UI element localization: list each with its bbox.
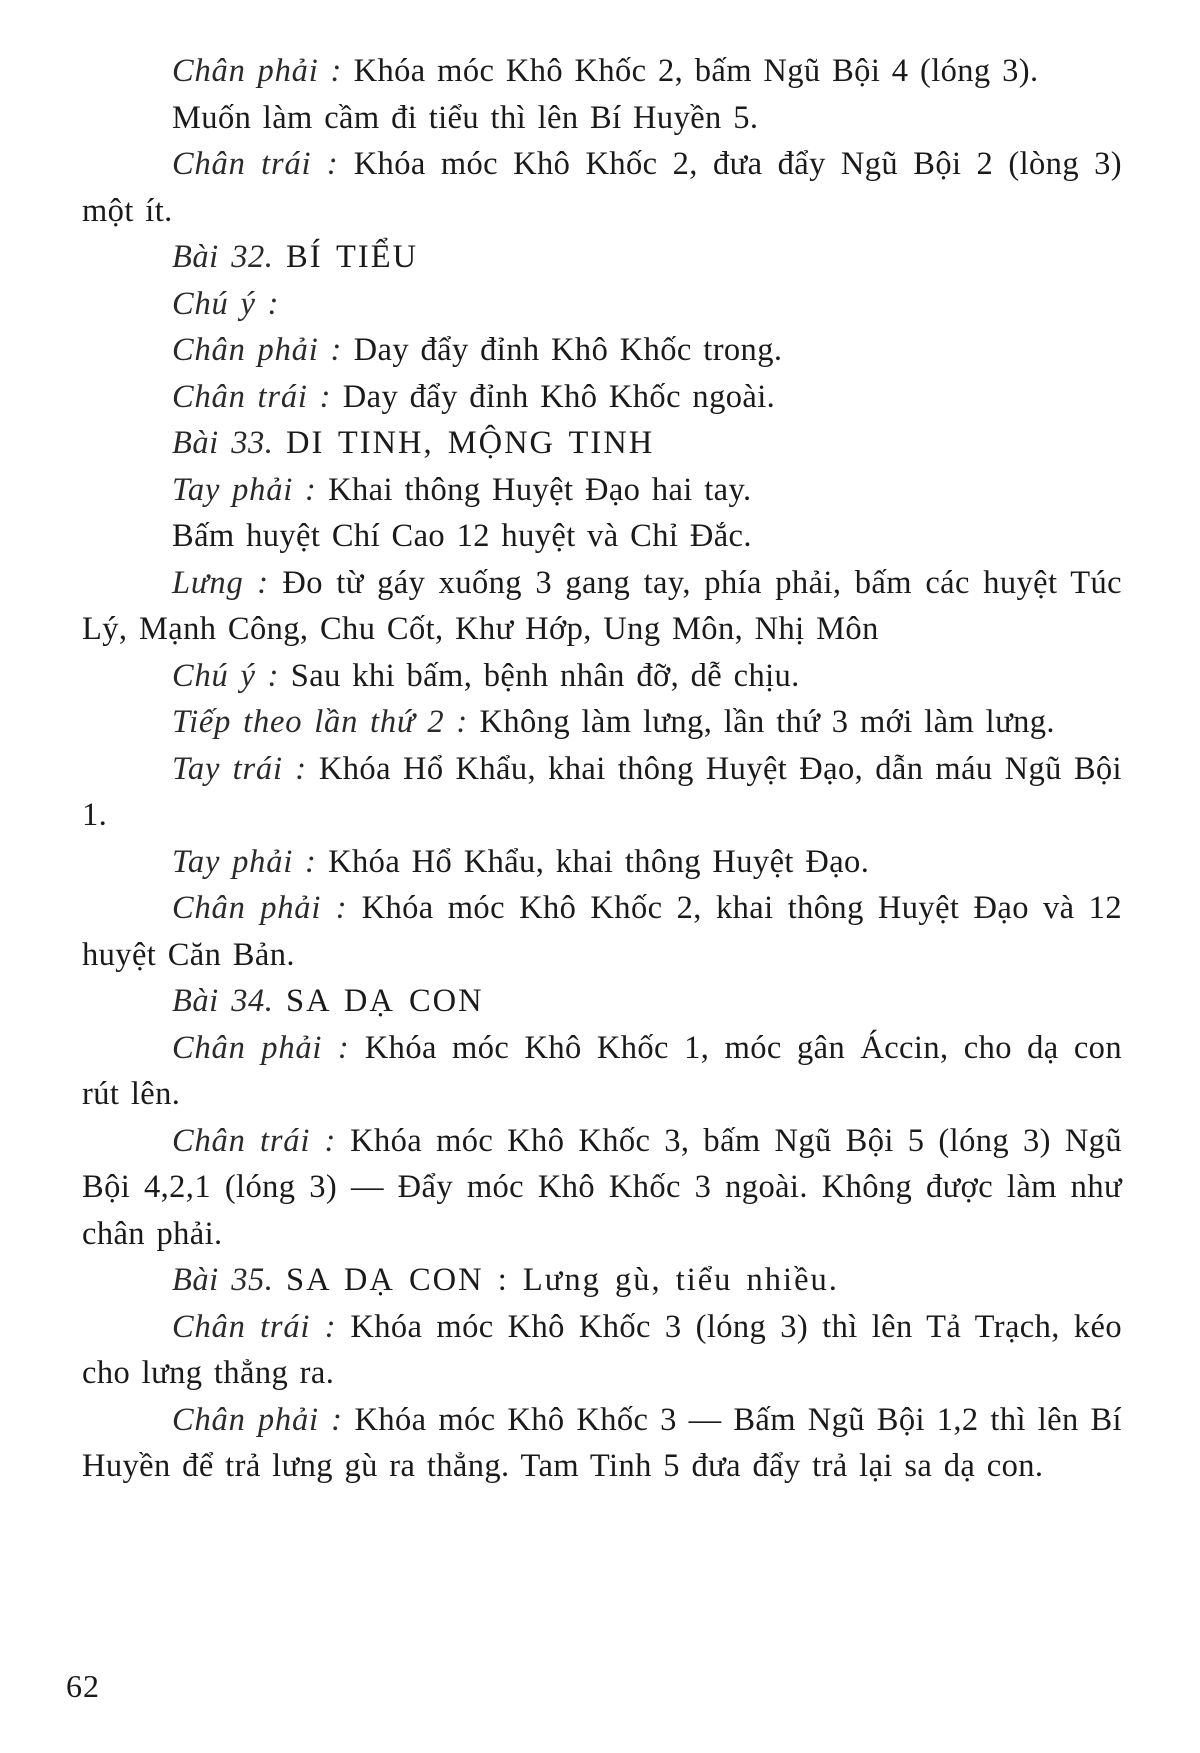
paragraph-text: Không làm lưng, lần thứ 3 mới làm lưng. <box>467 704 1055 740</box>
paragraph-lead: Chân phải : <box>172 53 343 89</box>
paragraph-lead: Chân trái : <box>172 146 339 182</box>
page-body <box>82 48 1122 1490</box>
paragraph-lead: Chân trái : <box>172 1308 337 1345</box>
paragraph <box>82 1025 1122 1118</box>
paragraph-text: Khai thông Huyệt Đạo hai tay. <box>316 471 752 508</box>
paragraph-lead: Chân phải : <box>172 890 348 926</box>
paragraph-lead: Chân phải : <box>172 332 343 368</box>
paragraph <box>82 48 1122 95</box>
paragraph-lead: Tiếp theo lần thứ 2 : <box>172 704 468 740</box>
paragraph-lead: Tay trái : <box>172 750 307 787</box>
section-title: SA DẠ CON <box>286 983 484 1019</box>
paragraph-text: Khóa móc Khô Khốc 2, khai thông Huyệt Đạo và 12 huyệt Căn Bản. <box>82 890 1122 973</box>
paragraph <box>82 839 1122 886</box>
section-title: SA DẠ CON : Lưng gù, tiểu nhiều. <box>286 1262 839 1298</box>
paragraph-text: Khóa móc Khô Khốc 3, bấm Ngũ Bội 5 (lóng 3) Ngũ Bội 4,2,1 (lóng 3) — Đẩy móc Khô Khốc 3 ngoài. Không được làm như chân phải. <box>82 1122 1122 1252</box>
paragraph-text: Day đẩy đỉnh Khô Khốc ngoài. <box>331 378 776 415</box>
paragraph-lead: Chân trái : <box>172 378 332 415</box>
paragraph-text: Khóa móc Khô Khốc 1, móc gân Áccin, cho dạ con rút lên. <box>82 1029 1122 1112</box>
paragraph <box>82 746 1122 839</box>
page-number: 62 <box>66 1668 100 1704</box>
paragraph <box>82 467 1122 514</box>
paragraph-lead: Chân phải : <box>172 1029 350 1066</box>
paragraph-lead: Chú ý : <box>172 285 280 322</box>
paragraph <box>82 374 1122 421</box>
section-heading <box>82 978 1122 1025</box>
paragraph-text: Muốn làm cầm đi tiểu thì lên Bí Huyền 5. <box>172 99 759 136</box>
section-title: BÍ TIỂU <box>286 239 419 275</box>
paragraph <box>82 1118 1122 1258</box>
paragraph <box>82 141 1122 234</box>
paragraph-text: Khóa móc Khô Khốc 3 — Bấm Ngũ Bội 1,2 thì lên Bí Huyền để trả lưng gù ra thẳng. Tam Tinh 5 đưa đẩy trả lại sa dạ con. <box>82 1401 1122 1484</box>
section-number: Bài 34. <box>172 983 274 1019</box>
paragraph <box>82 653 1122 700</box>
paragraph <box>82 885 1122 978</box>
paragraph-lead: Chú ý : <box>172 657 280 694</box>
paragraph-lead: Tay phải : <box>172 843 317 880</box>
paragraph <box>82 1304 1122 1397</box>
paragraph <box>82 699 1122 746</box>
paragraph-text: Khóa Hổ Khẩu, khai thông Huyệt Đạo, dẫn máu Ngũ Bội 1. <box>82 750 1122 833</box>
paragraph-text: Khóa móc Khô Khốc 2, đưa đẩy Ngũ Bội 2 (lòng 3) một ít. <box>82 146 1122 229</box>
section-number: Bài 33. <box>172 425 274 461</box>
paragraph-lead: Chân trái : <box>172 1122 337 1159</box>
paragraph-text: Khóa móc Khô Khốc 3 (lóng 3) thì lên Tả Trạch, kéo cho lưng thẳng ra. <box>82 1308 1122 1391</box>
paragraph-lead: Chân phải : <box>172 1401 343 1438</box>
section-heading <box>82 234 1122 281</box>
section-heading <box>82 420 1122 467</box>
paragraph <box>82 95 1122 142</box>
paragraph-text: Day đẩy đỉnh Khô Khốc trong. <box>342 332 783 368</box>
paragraph <box>82 281 1122 328</box>
section-number: Bài 35. <box>172 1262 274 1298</box>
paragraph-text: Đo từ gáy xuống 3 gang tay, phía phải, bấm các huyệt Túc Lý, Mạnh Công, Chu Cốt, Khư Hớp, Ung Môn, Nhị Môn <box>82 564 1122 647</box>
paragraph-lead: Tay phải : <box>172 471 317 508</box>
paragraph <box>82 560 1122 653</box>
paragraph-text: Khóa Hổ Khẩu, khai thông Huyệt Đạo. <box>316 843 870 880</box>
paragraph-text: Sau khi bấm, bệnh nhân đỡ, dễ chịu. <box>279 657 800 694</box>
paragraph-text: Bấm huyệt Chí Cao 12 huyệt và Chỉ Đắc. <box>172 518 752 554</box>
paragraph <box>82 513 1122 560</box>
section-number: Bài 32. <box>172 239 274 275</box>
section-title: DI TINH, MỘNG TINH <box>286 425 655 461</box>
paragraph <box>82 1397 1122 1490</box>
paragraph <box>82 327 1122 374</box>
section-heading <box>82 1257 1122 1304</box>
paragraph-text: Khóa móc Khô Khốc 2, bấm Ngũ Bội 4 (lóng 3). <box>342 53 1039 89</box>
paragraph-lead: Lưng : <box>172 564 269 601</box>
